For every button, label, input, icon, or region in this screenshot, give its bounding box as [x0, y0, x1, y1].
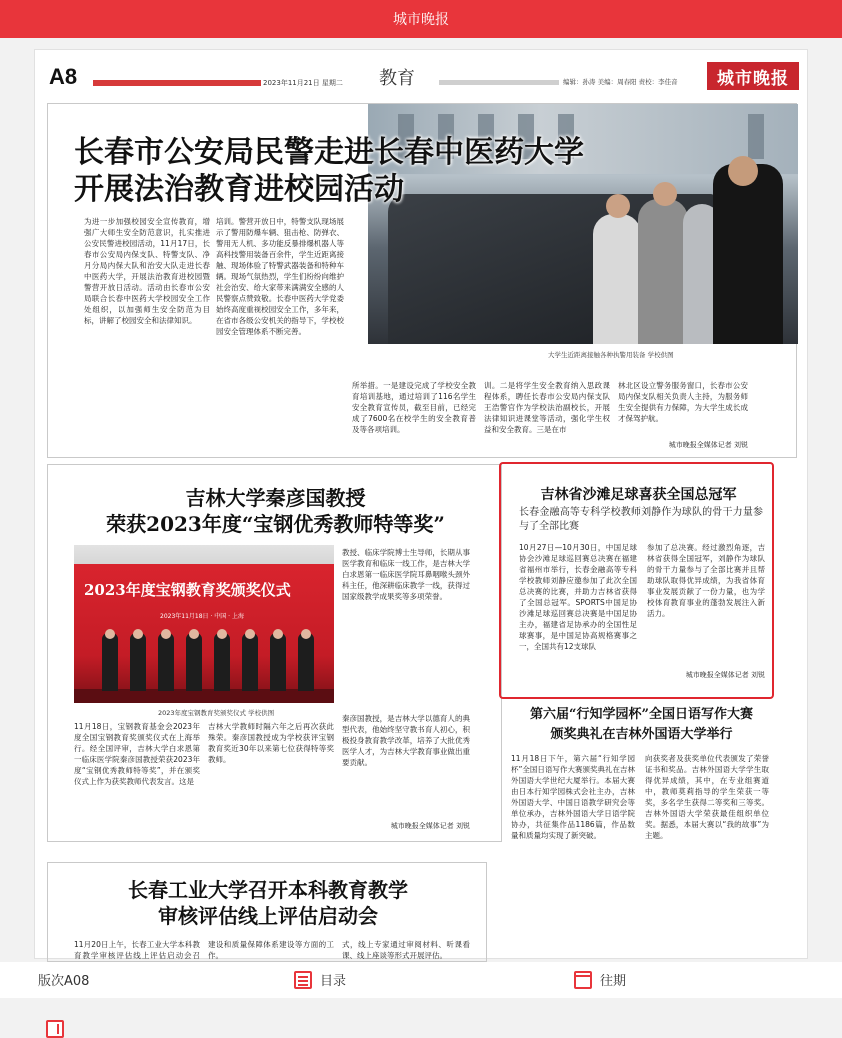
- edition-label: 版次A08: [38, 974, 90, 989]
- article-column: 培训。警营开放日中，特警支队现场展示了警用防爆车辆、狙击枪、防弹衣、警用无人机、多功能反暴排爆机器人等高科技警用装备百余件，学生近距离接触、现场体验了特警武器装备和特种车辆。现场气氛热烈，学生们纷纷向维护社会治安、给大家带来满满安全感的人民警察点赞致敬。长春中医药大学党委始终高度重视校园安全工作，多年来，在省市各级公安机关的指导下，学校校园安全管理体系不断完善。: [216, 217, 344, 336]
- article-headline: 审核评估线上评估启动会: [158, 904, 378, 928]
- masthead-rule: [93, 80, 261, 86]
- article-column: 所举措。一是建设完成了学校安全教育培训基地，通过培训了116名学生安全教育宣传员，截至目前，已经完成了7600名在校学生的安全教育普及等各项培训。: [352, 381, 476, 434]
- article-column: 林北区设立警务服务窗口，长春市公安局内保支队相关负责人主持，为服务师生安全提供有力保障，为大学生成长成才保驾护航。: [618, 381, 748, 423]
- article-column: 10月27日—10月30日，中国足球协会沙滩足球巡回赛总决赛在福建省福州市举行，长春金融高等专科学校教师刘静应邀参加了此次全国总决赛的比赛，并助力吉林省获得了全国总冠军。SPORTS中国足协沙滩足球巡回赛总决赛是中国足协主办，福建省足协承办的全国性足球赛事，是中国足协高规格赛事之一，全国共有12支球队: [519, 543, 637, 651]
- section-rule: [439, 80, 559, 85]
- app-title: 城市晚报: [393, 12, 449, 28]
- edition-button[interactable]: [12, 970, 89, 989]
- article-university-evaluation[interactable]: [47, 862, 487, 962]
- list-icon: [294, 971, 312, 989]
- article-column: 吉林大学教师时隔六年之后再次获此殊荣。秦彦国教授成为学校获评宝钢教育奖近30年以来第七位获得特等奖教师。: [208, 722, 334, 764]
- photo-caption: 大学生近距离接触各种执警用装备 学校供图: [548, 351, 674, 359]
- byline-text: 城市晚报全媒体记者 刘锐: [390, 822, 470, 830]
- byline-text: 城市晚报全媒体记者 刘锐: [685, 671, 765, 679]
- contents-button[interactable]: [294, 970, 346, 989]
- byline: [342, 821, 470, 833]
- page-icon: [46, 1020, 64, 1038]
- section-title: 教育: [379, 68, 415, 89]
- article-photo: [74, 545, 334, 703]
- bottom-navigation: [0, 962, 842, 998]
- article-headline: 颁奖典礼在吉林外国语大学举行: [550, 727, 733, 742]
- photo-banner-subtext: 2023年11月18日 · 中国 · 上海: [160, 613, 244, 620]
- page-number: A8: [49, 64, 78, 89]
- article-column: 11月18日下午，第六届“行知学园杯”全国日语写作大赛颁奖典礼在吉林外国语大学世纪大厦举行。本届大赛由日本行知学园株式会社主办，吉林外国语大学、中国日语教学研究会等单位承办，吉林外国语大学日语学院协办，共征集作品1186篇，作品数量和质量均实现了新突破。: [511, 754, 635, 840]
- article-headline: 长春工业大学召开本科教育教学: [128, 878, 408, 902]
- calendar-icon: [574, 971, 592, 989]
- article-headline: 第六届“行知学园杯”全国日语写作大赛: [530, 707, 753, 722]
- archive-label: 往期: [600, 974, 627, 989]
- article-column: 建设和质量保障体系建设等方面的工作。: [208, 940, 334, 960]
- photo-caption: 2023年度宝钢教育奖颁奖仪式 学校供图: [158, 709, 275, 717]
- article-column: 11月18日，宝钢教育基金会2023年度全国宝钢教育奖颁奖仪式在上海举行。经全国评审，吉林大学白求恩第一临床医学院秦彦国教授荣获2023年度“宝钢优秀教师特等奖”，并在颁奖仪式上作为获奖教师代表发言。这是: [74, 722, 200, 786]
- article-headline: 荣获2023年度“宝钢优秀教师特等奖”: [106, 512, 445, 536]
- article-column: 式，线上专家通过审阅材料、听课看课、线上座谈等形式开展评估。: [342, 940, 470, 960]
- article-column: 参加了总决赛。经过激烈角逐，吉林省获得全国冠军，刘静作为球队的骨干力量参与了全部比赛并且帮助球队取得优异成绩，为我省体育事业发展贡献了一份力量，也为学校体育教育事业的蓬勃发展注入新活力。: [647, 543, 765, 618]
- article-japanese-writing[interactable]: [499, 705, 784, 960]
- article-beach-soccer[interactable]: [499, 462, 774, 699]
- photo-banner-text: 2023年度宝钢教育奖颁奖仪式: [84, 581, 291, 599]
- masthead: [35, 50, 809, 98]
- headline-line: 开展法治教育进校园活动: [74, 172, 404, 207]
- article-column: 11月20日上午，长春工业大学本科教育教学审核评估线上评估启动会召: [74, 940, 200, 960]
- article-column: 秦彦国教授，是吉林大学以德育人的典型代表，他始终坚守教书育人初心，积极投身教育教学改革，培养了大批优秀医学人才，为吉林大学教育事业做出重要贡献。: [342, 714, 470, 767]
- editor-credits: 编辑：孙涛 美编：周春阳 责校：李佳音: [563, 78, 678, 86]
- article-headline: [74, 134, 674, 208]
- newspaper-page[interactable]: [34, 49, 808, 959]
- article-column: 为进一步加强校园安全宣传教育，增强广大师生安全防范意识，扎实推进公安民警进校园活动，11月17日，长春市公安局内保支队、特警支队、净月分局内保大队和治安大队走进长春中医药大学，开展法治教育进校园暨警营开放日活动。活动由长春市公安局联合长春中医药大学校园安全工作处组织，以加强师生安全防范为目标，讲解了校园安全和法律知识。: [84, 217, 210, 325]
- byline: [647, 670, 765, 682]
- newspaper-logo: 城市晚报: [707, 62, 799, 90]
- article-headline: 吉林大学秦彦国教授: [185, 486, 366, 510]
- article-professor-award[interactable]: [47, 464, 502, 842]
- app-header: [0, 0, 842, 38]
- article-police-campus[interactable]: [47, 103, 797, 458]
- article-column: 训。二是将学生安全教育纳入思政课程体系，聘任长春市公安局内保支队王浩警官作为学校法治副校长，开展法律知识进课堂等活动，强化学生权益和安全教育。三是在市: [484, 381, 610, 434]
- archive-button[interactable]: [574, 970, 626, 989]
- article-headline: 吉林省沙滩足球喜获全国总冠军: [540, 487, 737, 503]
- headline-line: 长春市公安局民警走进长春中医药大学: [74, 135, 584, 170]
- article-column: 向获奖者及获奖单位代表颁发了荣誉证书和奖品。吉林外国语大学学生取得优异成绩，其中，在专业组赛道中，教师莫莉指导的学生荣获一等奖，多名学生获得二等奖和三等奖。吉林外国语大学荣获最佳组织单位奖。据悉，本届大赛以“我的故事”为主题。: [645, 754, 769, 840]
- article-subheadline: 长春金融高等专科学校教师刘静作为球队的骨干力量参与了全部比赛: [519, 507, 763, 532]
- byline-text: 城市晚报全媒体记者 刘锐: [668, 441, 748, 449]
- issue-date: 2023年11月21日 星期二: [263, 79, 343, 87]
- contents-label: 目录: [320, 974, 347, 989]
- article-column: 教授、临床学院博士生导师，长期从事医学教育和临床一线工作，是吉林大学白求恩第一临床医学院耳鼻咽喉头颈外科主任，他深耕临床教学一线，获得过国家级教学成果奖等多项荣誉。: [342, 548, 470, 601]
- byline: [618, 440, 748, 452]
